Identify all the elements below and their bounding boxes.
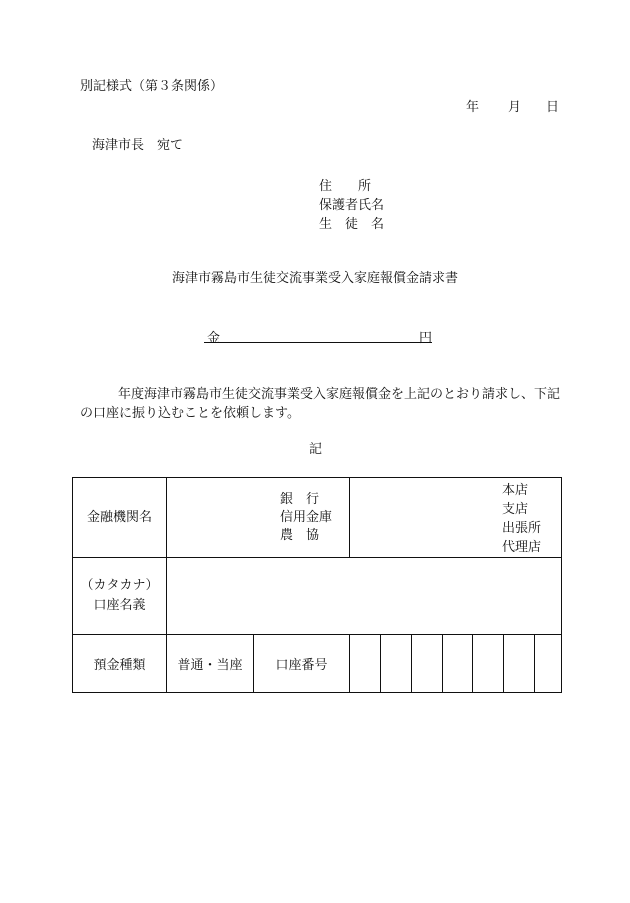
account-holder-label: 口座名義 bbox=[93, 598, 146, 613]
branch-type-branch: 支店 bbox=[502, 502, 529, 517]
account-holder-field[interactable] bbox=[167, 558, 562, 635]
request-body-text: 年度海津市霧島市生徒交流事業受入家庭報償金を上記のとおり請求し、下記の口座に振り込むことを依頼します。 bbox=[80, 387, 561, 421]
guardian-name-label: 保護者氏名 bbox=[319, 198, 385, 213]
account-number-digit-cell[interactable] bbox=[350, 635, 381, 693]
deposit-row bbox=[73, 635, 562, 693]
branch-type-agency: 代理店 bbox=[502, 540, 542, 555]
applicant-block bbox=[319, 177, 384, 234]
branch-type-cell[interactable] bbox=[350, 478, 562, 558]
institution-row bbox=[73, 478, 562, 558]
bank-type-bank: 銀 行 bbox=[280, 491, 320, 507]
form-number: 別記様式（第３条関係） bbox=[80, 79, 224, 94]
student-name-label: 生 徒 名 bbox=[319, 217, 385, 232]
branch-type-sub-branch: 出張所 bbox=[502, 521, 542, 536]
deposit-type-value[interactable]: 普通・当座 bbox=[167, 635, 254, 693]
bank-type-agricultural-coop: 農 協 bbox=[280, 527, 320, 543]
date-month-label: 月 bbox=[508, 100, 522, 115]
katakana-label: （カタカナ） bbox=[80, 578, 159, 593]
amount-prefix: 金 bbox=[207, 331, 221, 346]
account-number-digit-cell[interactable] bbox=[504, 635, 535, 693]
branch-type-head-office: 本店 bbox=[502, 483, 529, 498]
account-holder-label-cell bbox=[73, 558, 167, 635]
addressee: 海津市長 宛て bbox=[92, 138, 184, 153]
account-number-digit-cell[interactable] bbox=[535, 635, 562, 693]
bank-type-credit-union: 信用金庫 bbox=[280, 509, 333, 525]
document-title: 海津市霧島市生徒交流事業受入家庭報償金請求書 bbox=[171, 271, 458, 286]
account-number-digit-cell[interactable] bbox=[473, 635, 504, 693]
amount-suffix: 円 bbox=[418, 331, 432, 346]
amount-field bbox=[204, 327, 432, 346]
account-number-digit-cell[interactable] bbox=[443, 635, 473, 693]
date-year-label: 年 bbox=[466, 100, 480, 115]
date-day-label: 日 bbox=[546, 100, 560, 115]
institution-label: 金融機関名 bbox=[73, 478, 167, 558]
bank-account-table bbox=[72, 477, 562, 693]
deposit-type-label: 預金種類 bbox=[73, 635, 167, 693]
account-number-digit-cell[interactable] bbox=[412, 635, 443, 693]
account-number-label: 口座番号 bbox=[254, 635, 350, 693]
ki-heading: 記 bbox=[309, 442, 323, 457]
account-holder-row bbox=[73, 558, 562, 635]
account-number-digit-cell[interactable] bbox=[381, 635, 412, 693]
address-label: 住 所 bbox=[319, 179, 372, 194]
bank-type-cell[interactable] bbox=[167, 478, 350, 558]
